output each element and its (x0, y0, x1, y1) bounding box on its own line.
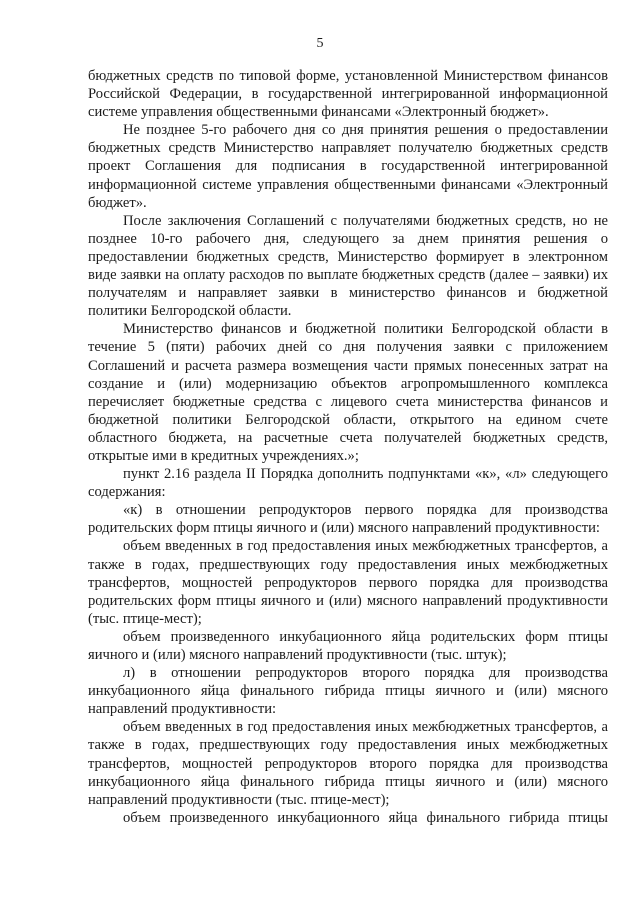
document-body (88, 67, 608, 827)
page-number: 5 (316, 36, 324, 51)
paragraph-l-eggs: объем произведенного инкубационного яйца финального гибрида птицы (123, 809, 608, 826)
paragraph-subitem-k: «к) в отношении репродукторов первого порядка для производства родительских форм птицы яичного и (или) мясного направлений продуктивности: (88, 502, 608, 537)
paragraph-payment-requests: После заключения Соглашений с получателями бюджетных средств, но не позднее 10-го рабочего дня, следующего за днем принятия решения о предоставлении бюджетных средств, Министерство формирует в электронном виде заявки на оплату расходов по выплате бюджетных средств (далее – заявки) их получателям и направляет заявки в министерство финансов и бюджетной политики Белгородской области. (88, 212, 608, 320)
paragraph-subitem-l: л) в отношении репродукторов второго порядка для производства инкубационного яйца финального гибрида птицы яичного и (или) мясного направлений продуктивности: (88, 665, 608, 718)
paragraph-ministry-of-finance: Министерство финансов и бюджетной политики Белгородской области в течение 5 (пяти) рабочих дней со дня получения заявки с приложением Соглашений и расчета размера возмещения части прямых понесенных затрат на создание и (или) модернизацию объектов агропромышленного комплекса перечисляет бюджетные средства с лицевого счета министерства финансов и бюджетной политики Белгородской области, открытого на едином счете областного бюджета, на расчетные счета получателей бюджетных средств, открытые ими в кредитных учреждениях.»; (88, 321, 608, 464)
paragraph-agreement-draft: Не позднее 5-го рабочего дня со дня принятия решения о предоставлении бюджетных средств Министерство направляет получателю бюджетных средств проект Соглашения для подписания в государственной интегрированной информационной системе управления общественными финансами «Электронный бюджет». (88, 122, 608, 211)
paragraph-amendment-intro: пункт 2.16 раздела II Порядка дополнить подпунктами «к», «л» следующего содержания: (88, 466, 608, 501)
paragraph-k-eggs: объем произведенного инкубационного яйца родительских форм птицы яичного и (или) мясного направлений продуктивности (тыс. штук); (88, 628, 608, 663)
paragraph-l-capacity: объем введенных в год предоставления иных межбюджетных трансфертов, а также в годах, предшествующих году предоставления иных межбюджетных трансфертов, мощностей репродукторов второго порядка для производства инкубационного яйца финального гибрида птицы яичного и (или) мясного направлений продуктивности (тыс. птице-мест); (88, 719, 608, 808)
paragraph-k-capacity: объем введенных в год предоставления иных межбюджетных трансфертов, а также в годах, предшествующих году предоставления иных межбюджетных трансфертов, мощностей репродукторов первого порядка для производства родительских форм птицы яичного и (или) мясного направлений продуктивности (тыс. птице-мест); (88, 538, 608, 627)
paragraph-continuation: бюджетных средств по типовой форме, установленной Министерством финансов Российской Федерации, в государственной интегрированной информационной системе управления общественными финансами «Электронный бюджет». (88, 68, 608, 121)
